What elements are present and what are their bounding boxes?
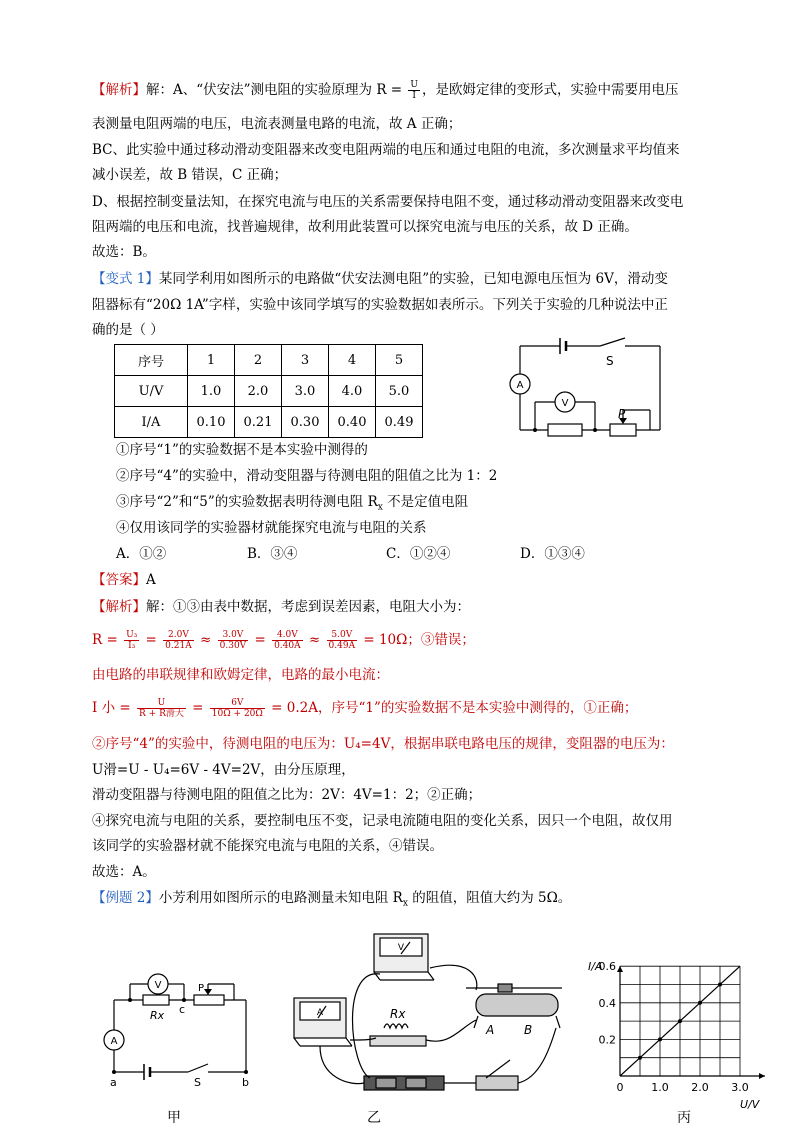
y-tick-label: 0.2 (598, 1033, 616, 1047)
option-d: D．①③④ (520, 546, 585, 562)
y-tick-label: 0.6 (598, 960, 616, 974)
switch-label: S (194, 1076, 201, 1089)
analysis2-line10: 故选：A。 (92, 864, 156, 880)
variant-line2: 阻器标有“20Ω 1A”字样，实验中该同学填写的实验数据如表所示。下列关于实验的几种说法中正 (92, 297, 668, 313)
analysis2-line6: U滑=U - U₄=6V - 4V=2V，由分压原理， (92, 762, 355, 778)
table-row: 序号 1 2 3 4 5 (115, 345, 423, 376)
table-row: U/V 1.0 2.0 3.0 4.0 5.0 (115, 376, 423, 407)
analysis2-line7: 滑动变阻器与待测电阻的阻值之比为：2V：4V=1：2；②正确； (92, 787, 482, 803)
y-axis-label: I/A (588, 960, 603, 973)
rheostat-end-b-label: B (524, 1023, 533, 1037)
analysis1-line7: 故选：B。 (92, 244, 156, 260)
variant-tag: 【变式 1】 (92, 271, 159, 287)
apparatus-diagram-yi (280, 928, 570, 1123)
data-point (718, 983, 722, 987)
voltmeter-label: V (397, 943, 405, 953)
analysis2-line3: 由电路的串联规律和欧姆定律，电路的最小电流： (92, 667, 389, 683)
switch-label: S (606, 354, 614, 368)
statement-1: ①序号“1”的实验数据不是本实验中测得的 (116, 442, 368, 458)
data-point (698, 1001, 702, 1005)
analysis1-line6: 阻两端的电压和电流，找普遍规律，故利用此装置可以探究电流与电压的关系，故 D 正确。 (92, 219, 638, 235)
x-tick-label: 0 (616, 1081, 624, 1094)
x-axis-label: U/V (740, 1098, 760, 1111)
slider-label: P (198, 983, 205, 994)
variant-line3: 确的是（ ） (92, 322, 164, 338)
analysis2-line8: ④探究电流与电阻的关系，要控制电压不变，记录电流随电阻的变化关系，因只一个电阻，故仅用 (92, 813, 673, 829)
circuit-diagram-1 (500, 332, 670, 442)
rx-label: Rx (390, 1007, 406, 1021)
iu-graph (580, 948, 780, 1123)
rheostat-end-a-label: A (486, 1023, 495, 1037)
y-axis-arrow-icon (617, 966, 623, 972)
statement-4: ④仅用该同学的实验器材就能探究电流与电阻的关系 (116, 520, 427, 536)
analysis2-line1: 【解析】解：①③由表中数据，考虑到误差因素，电阻大小为： (92, 599, 470, 615)
answer-line: 【答案】A (92, 572, 156, 588)
statement-3: ③序号“2”和“5”的实验数据表明待测电阻 $R_x$ 不是定值电阻 (116, 494, 469, 513)
analysis1-line4: 减小误差，故 B 错误，C 正确； (92, 167, 288, 183)
data-table (114, 344, 423, 438)
statement-2: ②序号“4”的实验中，滑动变阻器与待测电阻的阻值之比为 1：2 (116, 468, 498, 484)
analysis1-line2: 表测量电阻两端的电压，电流表测量电路的电流，故 A 正确； (92, 116, 462, 132)
analysis1-line1: 【解析】解：A、“伏安法”测电阻的实验原理为 R = $\frac{U}{I}$ ，是欧姆定律的变形式，实验中需要用电压 (92, 80, 679, 101)
table-row: I/A 0.10 0.21 0.30 0.40 0.49 (115, 407, 423, 438)
circuit-diagram-jia (98, 962, 268, 1123)
resistance-formula: R = $\frac{\text{U₃}}{\text{I₃}}$ = $\frac{2.0V}{0.21A}$ ≈ $\frac{3.0V}{0.30V}$ = $\frac{4.0V}{0.40A}$ ≈ $\frac{5.0V}{0.49A}$ = 10Ω；③错误； (92, 630, 475, 651)
ammeter-label: A (316, 1008, 324, 1018)
example-line: 【例题 2】小芳利用如图所示的电路测量未知电阻 $R_x$ 的阻值，阻值大约为 5Ω。 (92, 890, 572, 909)
slider-label: P (618, 407, 626, 421)
data-point (638, 1056, 642, 1060)
option-b: B．③④ (247, 546, 298, 562)
option-a: A．①② (116, 546, 167, 562)
analysis-label: 【解析】 (92, 82, 146, 98)
data-point (678, 1019, 682, 1023)
example-tag: 【例题 2】 (92, 890, 159, 906)
y-tick-label: 0.4 (598, 996, 616, 1010)
data-point (658, 1037, 662, 1041)
x-axis-arrow-icon (759, 1073, 765, 1079)
analysis2-line9: 该同学的实验器材就不能探究电流与电阻的关系，④错误。 (92, 838, 443, 854)
node-a-label: a (110, 1076, 117, 1089)
caption-yi: 乙 (367, 1110, 381, 1123)
formula-fraction: $\frac{U}{I}$ (410, 80, 418, 101)
x-tick-label: 1.0 (651, 1081, 669, 1094)
caption-jia: 甲 (167, 1110, 181, 1123)
current-formula: I 小 = $\frac{U}{\text{R + R滑大}}$ = $\frac{6V}{10\Omega + 20\Omega}$ = 0.2A，序号“1”的实验数据不是本实验中测得的，①正确； (92, 698, 638, 719)
x-tick-label: 2.0 (691, 1081, 709, 1094)
answer-label: 【答案】 (92, 572, 146, 588)
node-c-label: c (179, 1003, 186, 1016)
ammeter-label: A (516, 380, 524, 391)
analysis2-line5: ②序号“4”的实验中，待测电阻的电压为：U₄=4V，根据串联电路电压的规律，变阻器的电压为： (92, 736, 674, 752)
analysis1-line3: BC、此实验中通过移动滑动变阻器来改变电阻两端的电压和通过电阻的电流，多次测量求平均值来 (92, 142, 680, 158)
voltmeter-label: V (561, 398, 569, 409)
option-c: C．①②④ (386, 546, 451, 562)
node-b-label: b (242, 1076, 249, 1089)
analysis1-line5: D、根据控制变量法知，在探究电流与电压的关系需要保持电阻不变，通过移动滑动变阻器来改变电 (92, 194, 684, 210)
variant-line1: 【变式 1】某同学利用如图所示的电路做“伏安法测电阻”的实验，已知电源电压恒为 6V，滑动变 (92, 271, 668, 287)
caption-bing: 丙 (677, 1110, 691, 1123)
voltmeter-label: V (154, 980, 162, 991)
ammeter-label: A (110, 1036, 118, 1047)
x-tick-label: 3.0 (731, 1081, 749, 1094)
rx-label: Rx (150, 1009, 165, 1022)
analysis-label: 【解析】 (92, 599, 146, 615)
